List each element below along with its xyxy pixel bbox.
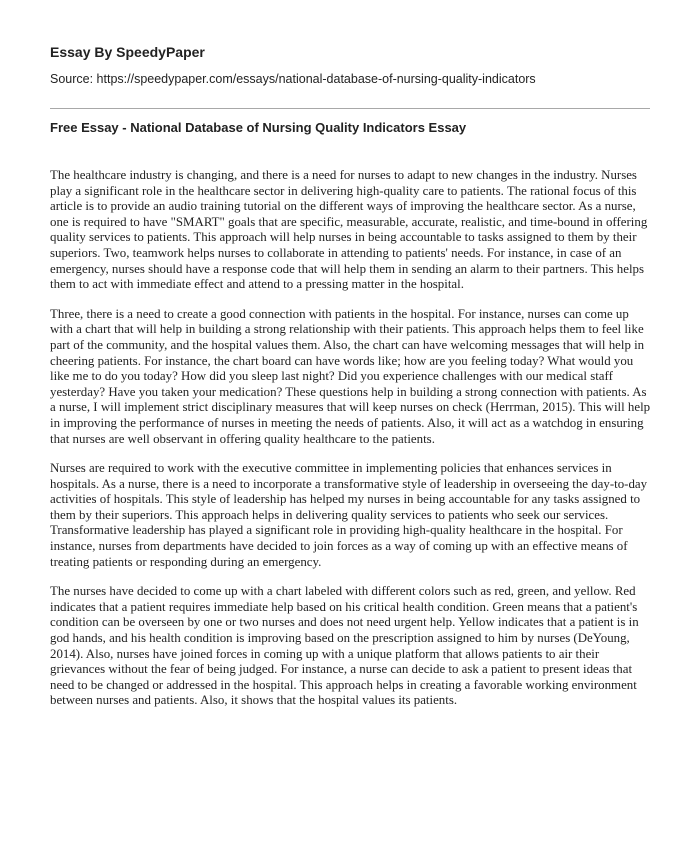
paragraph: Three, there is a need to create a good connection with patients in the hospital. For instance, nurses can come up with a chart that will help in building a strong relationship with their patients. This approach helps them to feel like part of the community, and the hospital values them. Also, the chart can have welcoming messages that will help in cheering patients. For instance, the chart board can have words like; how are you feeling today? What would you like me to do you today? How did you sleep last night? Did you experience challenges with our medical staff yesterday? Have you taken your medication? These questions help in building a strong connection with patients. As a nurse, I will implement strict disciplinary measures that will keep nurses on check (Herrman, 2015). This will help in improving the performance of nurses in meeting the needs of patients. Also, it will act as a watchdog in ensuring that nurses are well observant in offering quality healthcare to the patients.: [50, 306, 651, 446]
essay-body: [50, 168, 654, 723]
essay-title: Free Essay - National Database of Nursing Quality Indicators Essay: [50, 120, 467, 135]
paragraph: The nurses have decided to come up with a chart labeled with different colors such as red, green, and yellow. Red indicates that a patient requires immediate help based on his critical health condition. Green means that a patient's condition can be overseen by one or two nurses and does not need urgent help. Yellow indicates that a patient is in god hands, and his health condition is improving based on the prescription assigned to him by nurses (DeYoung, 2014). Also, nurses have joined forces in coming up with a unique platform that allows patients to air their grievances without the fear of being judged. For instance, a nurse can decide to ask a patient to present ideas that need to be changed or addressed in the hospital. This approach helps in creating a favorable working environment between nurses and patients. Also, it shows that the hospital values its patients.: [50, 584, 639, 708]
header-divider: [50, 108, 650, 109]
paragraph: The healthcare industry is changing, and there is a need for nurses to adapt to new changes in the industry. Nurses play a significant role in the healthcare sector in delivering high-quality care to patients. The rational focus of this article is to provide an audio training tutorial on the different ways of improving the healthcare sector. As a nurse, one is required to have "SMART" goals that are specific, measurable, accurate, realistic, and time-bound in offering quality services to patients. This approach will help nurses in being accountable to tasks assigned to them by their superiors. Two, teamwork helps nurses to collaborate in attending to patients' needs. For instance, in case of an emergency, nurses should have a response code that will help them in sending an alarm to their partners. This helps them to act with immediate effect and attend to a pressing matter in the hospital.: [50, 168, 648, 292]
brand-heading: Essay By SpeedyPaper: [50, 44, 205, 60]
paragraph: Nurses are required to work with the executive committee in implementing policies that enhances services in hospitals. As a nurse, there is a need to incorporate a transformative style of leadership in overseeing the day-to-day activities of hospitals. This style of leadership has helped my nurses in being accountable for any tasks assigned to them by their superiors. This approach helps in delivering quality services to patients who seek our services. Transformative leadership has played a significant role in providing high-quality healthcare in the hospital. For instance, nurses from departments have decided to join forces as a way of coming up with an effective means of treating patients or responding during an emergency.: [50, 461, 648, 569]
source-line: Source: https://speedypaper.com/essays/national-database-of-nursing-quality-indicators: [50, 72, 536, 86]
